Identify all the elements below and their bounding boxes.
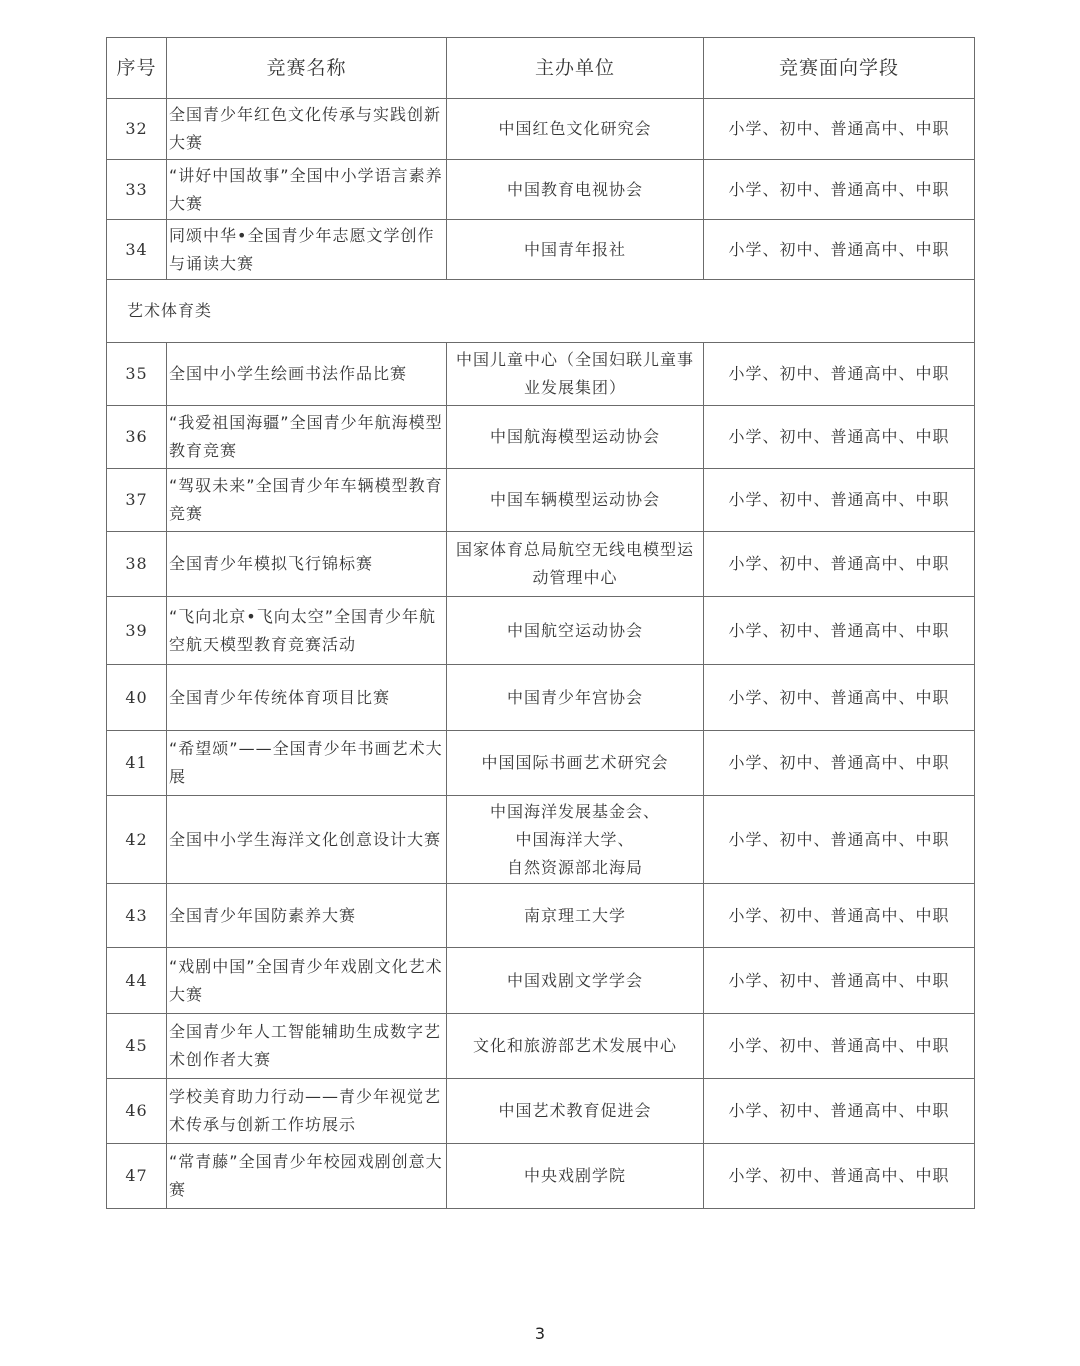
organizer: 中国车辆模型运动协会 bbox=[447, 469, 704, 532]
school-level: 小学、初中、普通高中、中职 bbox=[704, 597, 975, 665]
table-row bbox=[107, 532, 975, 597]
school-level: 小学、初中、普通高中、中职 bbox=[704, 406, 975, 469]
organizer: 中国儿童中心（全国妇联儿童事业发展集团） bbox=[447, 343, 704, 406]
school-level: 小学、初中、普通高中、中职 bbox=[704, 220, 975, 280]
row-index: 46 bbox=[107, 1079, 167, 1144]
row-index: 39 bbox=[107, 597, 167, 665]
page-number: 3 bbox=[534, 1324, 546, 1343]
table-row bbox=[107, 1079, 975, 1144]
table-row bbox=[107, 796, 975, 884]
organizer-line: 中国海洋发展基金会、 bbox=[489, 801, 660, 821]
school-level: 小学、初中、普通高中、中职 bbox=[704, 665, 975, 731]
table-row bbox=[107, 343, 975, 406]
row-index: 42 bbox=[107, 796, 167, 884]
row-index: 37 bbox=[107, 469, 167, 532]
row-index: 47 bbox=[107, 1144, 167, 1209]
competition-name: 全国青少年红色文化传承与实践创新大赛 bbox=[167, 99, 447, 160]
school-level: 小学、初中、普通高中、中职 bbox=[704, 884, 975, 948]
organizer: 中央戏剧学院 bbox=[447, 1144, 704, 1209]
competition-name: 全国青少年人工智能辅助生成数字艺术创作者大赛 bbox=[167, 1014, 447, 1079]
competition-name: “驾驭未来”全国青少年车辆模型教育竞赛 bbox=[167, 469, 447, 532]
row-index: 33 bbox=[107, 160, 167, 220]
category-row bbox=[107, 280, 975, 343]
school-level: 小学、初中、普通高中、中职 bbox=[704, 948, 975, 1014]
header-organizer: 主办单位 bbox=[447, 38, 704, 99]
row-index: 38 bbox=[107, 532, 167, 597]
row-index: 43 bbox=[107, 884, 167, 948]
table-row bbox=[107, 469, 975, 532]
row-index: 41 bbox=[107, 731, 167, 796]
competition-name: “飞向北京•飞向太空”全国青少年航空航天模型教育竞赛活动 bbox=[167, 597, 447, 665]
row-index: 35 bbox=[107, 343, 167, 406]
competition-name: “我爱祖国海疆”全国青少年航海模型教育竞赛 bbox=[167, 406, 447, 469]
school-level: 小学、初中、普通高中、中职 bbox=[704, 99, 975, 160]
competition-name: 学校美育助力行动——青少年视觉艺术传承与创新工作坊展示 bbox=[167, 1079, 447, 1144]
category-label: 艺术体育类 bbox=[107, 280, 975, 343]
table-row bbox=[107, 1144, 975, 1209]
header-competition-name: 竞赛名称 bbox=[167, 38, 447, 99]
row-index: 36 bbox=[107, 406, 167, 469]
header-index: 序号 bbox=[107, 38, 167, 99]
organizer: 中国教育电视协会 bbox=[447, 160, 704, 220]
header-school-level: 竞赛面向学段 bbox=[704, 38, 975, 99]
organizer: 中国红色文化研究会 bbox=[447, 99, 704, 160]
table-row bbox=[107, 597, 975, 665]
organizer: 中国国际书画艺术研究会 bbox=[447, 731, 704, 796]
competition-table bbox=[106, 37, 975, 1209]
school-level: 小学、初中、普通高中、中职 bbox=[704, 160, 975, 220]
row-index: 32 bbox=[107, 99, 167, 160]
table-row bbox=[107, 665, 975, 731]
competition-name: 全国青少年国防素养大赛 bbox=[167, 884, 447, 948]
organizer: 中国航空运动协会 bbox=[447, 597, 704, 665]
organizer: 南京理工大学 bbox=[447, 884, 704, 948]
table-row bbox=[107, 220, 975, 280]
competition-name: “希望颂”——全国青少年书画艺术大展 bbox=[167, 731, 447, 796]
table-row bbox=[107, 731, 975, 796]
competition-name: 全国中小学生海洋文化创意设计大赛 bbox=[167, 796, 447, 884]
organizer: 中国青少年宫协会 bbox=[447, 665, 704, 731]
competition-name: 全国青少年模拟飞行锦标赛 bbox=[167, 532, 447, 597]
row-index: 45 bbox=[107, 1014, 167, 1079]
organizer: 中国戏剧文学学会 bbox=[447, 948, 704, 1014]
table-row bbox=[107, 99, 975, 160]
competition-name: 同颂中华•全国青少年志愿文学创作与诵读大赛 bbox=[167, 220, 447, 280]
organizer: 中国艺术教育促进会 bbox=[447, 1079, 704, 1144]
school-level: 小学、初中、普通高中、中职 bbox=[704, 469, 975, 532]
competition-name: 全国中小学生绘画书法作品比赛 bbox=[167, 343, 447, 406]
competition-name: “常青藤”全国青少年校园戏剧创意大赛 bbox=[167, 1144, 447, 1209]
organizer bbox=[447, 796, 704, 884]
table-row bbox=[107, 1014, 975, 1079]
school-level: 小学、初中、普通高中、中职 bbox=[704, 1079, 975, 1144]
school-level: 小学、初中、普通高中、中职 bbox=[704, 532, 975, 597]
organizer: 中国航海模型运动协会 bbox=[447, 406, 704, 469]
organizer: 文化和旅游部艺术发展中心 bbox=[447, 1014, 704, 1079]
competition-name: 全国青少年传统体育项目比赛 bbox=[167, 665, 447, 731]
table-row bbox=[107, 948, 975, 1014]
row-index: 34 bbox=[107, 220, 167, 280]
organizer: 中国青年报社 bbox=[447, 220, 704, 280]
table-row bbox=[107, 406, 975, 469]
row-index: 44 bbox=[107, 948, 167, 1014]
organizer-line: 中国海洋大学、 bbox=[515, 829, 635, 849]
school-level: 小学、初中、普通高中、中职 bbox=[704, 1014, 975, 1079]
table-row bbox=[107, 160, 975, 220]
school-level: 小学、初中、普通高中、中职 bbox=[704, 1144, 975, 1209]
table-row bbox=[107, 884, 975, 948]
organizer: 国家体育总局航空无线电模型运动管理中心 bbox=[447, 532, 704, 597]
school-level: 小学、初中、普通高中、中职 bbox=[704, 343, 975, 406]
table-header-row bbox=[107, 38, 975, 99]
competition-name: “戏剧中国”全国青少年戏剧文化艺术大赛 bbox=[167, 948, 447, 1014]
school-level: 小学、初中、普通高中、中职 bbox=[704, 731, 975, 796]
row-index: 40 bbox=[107, 665, 167, 731]
organizer-line: 自然资源部北海局 bbox=[506, 857, 643, 877]
school-level: 小学、初中、普通高中、中职 bbox=[704, 796, 975, 884]
competition-name: “讲好中国故事”全国中小学语言素养大赛 bbox=[167, 160, 447, 220]
